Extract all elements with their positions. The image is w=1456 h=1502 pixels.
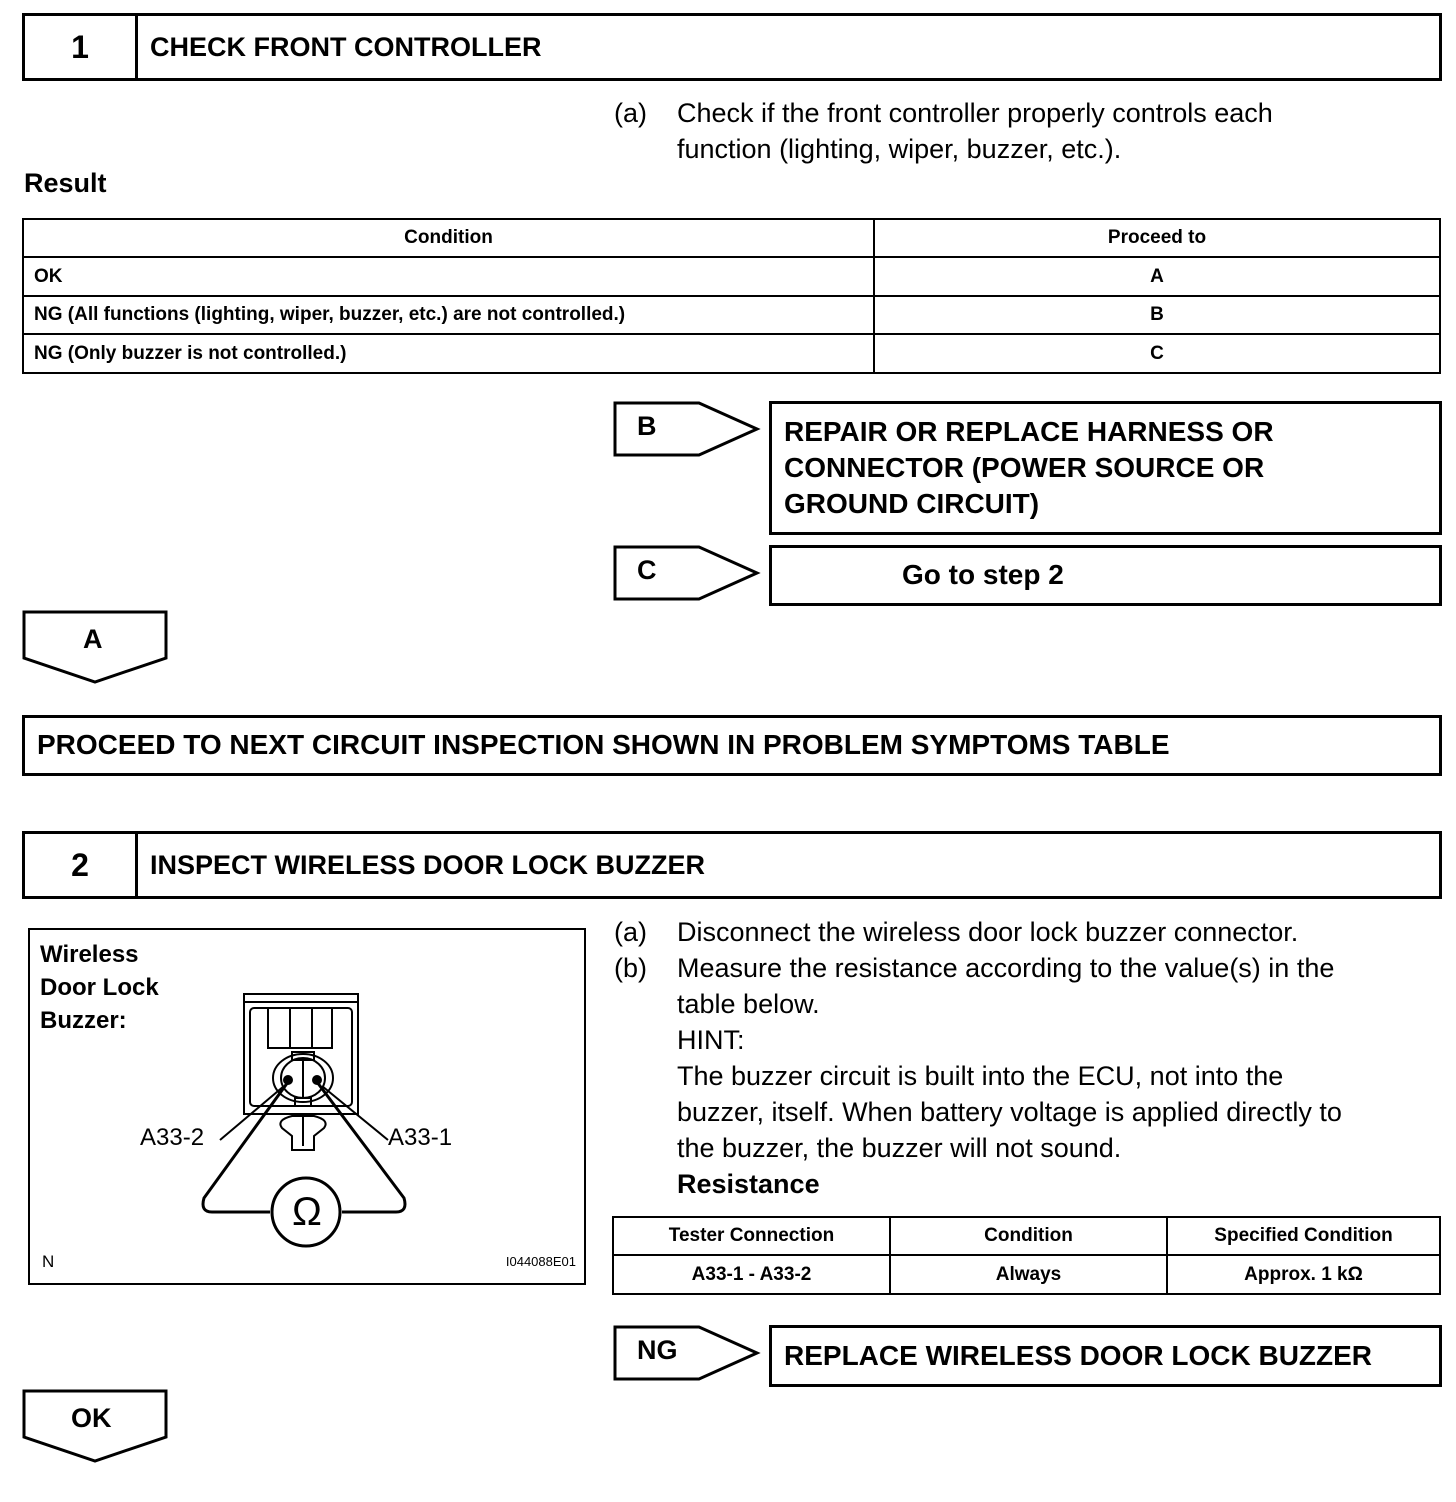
- branch-label: OK: [71, 1403, 112, 1433]
- branch-label: B: [637, 411, 657, 441]
- instruction-line: The buzzer circuit is built into the ECU, not into the: [677, 1061, 1284, 1091]
- instruction-line: the buzzer, the buzzer will not sound.: [677, 1133, 1122, 1163]
- step-number: 1: [25, 16, 138, 78]
- instruction-line: table below.: [677, 989, 820, 1019]
- condition-cell: Always: [890, 1255, 1167, 1294]
- figure-corner-label: N: [42, 1252, 55, 1271]
- result-table: [22, 218, 1441, 374]
- condition-cell: NG (All functions (lighting, wiper, buzzer, etc.) are not controlled.): [23, 296, 874, 334]
- instruction-a: [614, 95, 1273, 167]
- pin-label-left: A33-2: [140, 1124, 205, 1151]
- branch-c-arrow: [613, 545, 761, 603]
- column-header: Condition: [23, 219, 874, 257]
- instruction-label: (a): [614, 98, 647, 128]
- table-header-row: [613, 1217, 1440, 1255]
- column-header: Tester Connection: [613, 1217, 890, 1255]
- instruction-line: Measure the resistance according to the value(s) in the: [677, 953, 1335, 983]
- column-header: Proceed to: [874, 219, 1440, 257]
- result-heading: Result: [24, 168, 107, 198]
- proceed-cell: C: [874, 334, 1440, 373]
- table-row: [23, 334, 1440, 373]
- column-header: Condition: [890, 1217, 1167, 1255]
- ok-arrow: [22, 1389, 170, 1465]
- table-row: [613, 1255, 1440, 1294]
- branch-label: A: [83, 624, 103, 654]
- instruction-b: [614, 950, 1342, 1202]
- instruction-line: Check if the front controller properly controls each: [677, 98, 1273, 128]
- action-line: REPLACE WIRELESS DOOR LOCK BUZZER: [784, 1340, 1373, 1371]
- right-arrow-icon: [613, 545, 761, 603]
- buzzer-figure: [28, 928, 586, 1285]
- next-action-box: [22, 715, 1442, 776]
- step-title: INSPECT WIRELESS DOOR LOCK BUZZER: [150, 849, 706, 880]
- instruction-label: (a): [614, 917, 647, 947]
- table-row: [23, 257, 1440, 296]
- condition-cell: NG (Only buzzer is not controlled.): [23, 334, 874, 373]
- figure-title-line: Door Lock: [40, 974, 159, 1001]
- step-1-header: [22, 13, 1442, 81]
- resistance-table: [612, 1216, 1441, 1295]
- next-action-text: PROCEED TO NEXT CIRCUIT INSPECTION SHOWN IN PROBLEM SYMPTOMS TABLE: [37, 729, 1170, 760]
- ng-action: [769, 1325, 1442, 1387]
- branch-a-arrow: [22, 610, 170, 686]
- step-2-header: [22, 831, 1442, 899]
- action-line: CONNECTOR (POWER SOURCE OR: [784, 452, 1265, 483]
- hint-label: HINT:: [677, 1025, 745, 1055]
- specified-condition-cell: Approx. 1 kΩ: [1167, 1255, 1440, 1294]
- instruction-line: buzzer, itself. When battery voltage is applied directly to: [677, 1097, 1342, 1127]
- instruction-line: function (lighting, wiper, buzzer, etc.).: [677, 134, 1122, 164]
- table-header-row: [23, 219, 1440, 257]
- pin-label-right: A33-1: [388, 1124, 453, 1151]
- action-line: GROUND CIRCUIT): [784, 488, 1040, 519]
- figure-title-line: Wireless: [40, 941, 139, 968]
- proceed-cell: B: [874, 296, 1440, 334]
- figure-id: I044088E01: [505, 1254, 576, 1269]
- resistance-heading: Resistance: [677, 1169, 820, 1199]
- branch-b-action: [769, 401, 1442, 535]
- action-line: REPAIR OR REPLACE HARNESS OR: [784, 416, 1274, 447]
- step-title: CHECK FRONT CONTROLLER: [150, 31, 542, 62]
- figure-title-line: Buzzer:: [40, 1007, 127, 1034]
- instruction-label: (b): [614, 953, 647, 983]
- tester-connection-cell: A33-1 - A33-2: [613, 1255, 890, 1294]
- instruction-line: Disconnect the wireless door lock buzzer connector.: [677, 917, 1299, 947]
- branch-label: C: [637, 555, 657, 585]
- proceed-cell: A: [874, 257, 1440, 296]
- branch-c-action: [769, 545, 1442, 606]
- step-number: 2: [25, 834, 138, 896]
- column-header: Specified Condition: [1167, 1217, 1440, 1255]
- table-row: [23, 296, 1440, 334]
- right-arrow-icon: [613, 401, 761, 459]
- connector-icon: [244, 994, 358, 1150]
- ng-arrow: [613, 1325, 761, 1383]
- branch-b-arrow: [613, 401, 761, 459]
- branch-label: NG: [637, 1335, 678, 1365]
- right-arrow-icon: [613, 1325, 761, 1383]
- action-line: Go to step 2: [902, 559, 1064, 590]
- instruction-a: [614, 914, 1298, 950]
- condition-cell: OK: [23, 257, 874, 296]
- ohm-symbol: Ω: [292, 1190, 322, 1234]
